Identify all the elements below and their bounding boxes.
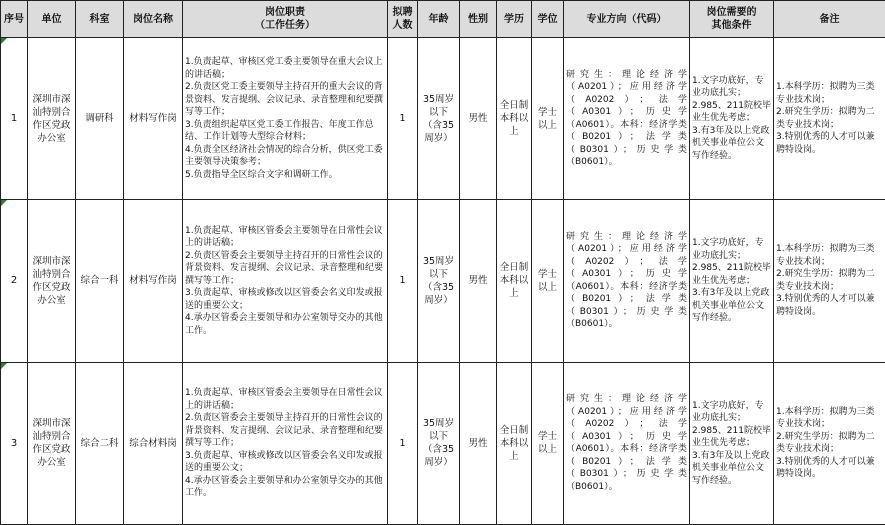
row-position: 综合材料岗: [124, 362, 183, 524]
row-remarks: [774, 38, 885, 200]
row-seq: 1: [10, 113, 18, 125]
remark-item: 1.本科学历：拟聘为三类专业技术岗；: [776, 244, 875, 267]
duty-item: 2.负责区管委会主要领导主持召开的日常性会议的背景资料、发言提纲、会议记录、录音整理和纪要撰写等工作；: [185, 413, 384, 449]
row-unit: 深圳市深汕特别合作区党政办公室: [28, 200, 76, 362]
row-major: 研究生：理论经济学（A0201）；应用经济学（A0202）；法学（A0301）；历史学（A0601）。本科：经济学类（B0201）；法学类（B0301）；历史学类（B0601）。: [564, 38, 690, 200]
other-item: 3.有3年及以上党政机关事业单位公文写作经验。: [692, 450, 770, 486]
row-unit: 深圳市深汕特别合作区党政办公室: [28, 38, 76, 200]
remark-item: 2.研究生学历：拟聘为二类专业技术岗；: [776, 431, 875, 455]
row-seq-cell: [1, 200, 28, 362]
row-other: [690, 362, 774, 524]
header-quota: [388, 1, 418, 38]
cell-corner-marker: [1, 38, 7, 44]
row-degree: 学士以上: [532, 38, 564, 200]
row-major: 研究生：理论经济学（A0201）；应用经济学（A0202）；法学（A0301）；历史学（A0601）。本科：经济学类（B0201）；法学类（B0301）；历史学类（B0601）。: [564, 200, 690, 362]
other-item: 2.985、211院校毕业生优先考虑；: [692, 425, 771, 449]
header-major: 专业方向（代码）: [564, 1, 690, 38]
row-duties: [183, 362, 388, 524]
other-item: 2.985、211院校毕业生优先考虑；: [692, 100, 771, 124]
row-dept: 综合二科: [76, 362, 124, 524]
duty-item: 3.负责组织起草区党工委工作报告、年度工作总结、工作计划等大型综合材料；: [185, 119, 374, 143]
row-other: [690, 38, 774, 200]
header-duties-line1: 岗位职责: [265, 7, 305, 18]
duty-item: 1.负责起草、审核区管委会主要领导在日常性会议上的讲话稿；: [185, 225, 383, 249]
remark-item: 1.本科学历：拟聘为三类专业技术岗；: [776, 406, 875, 430]
table-row: [1, 38, 885, 200]
row-remarks: [774, 200, 885, 362]
row-dept: 综合一科: [76, 200, 124, 362]
header-quota-line2: 人数: [392, 20, 413, 31]
other-item: 2.985、211院校毕业生优先考虑；: [692, 263, 771, 286]
header-duties-line2: （工作任务）: [255, 20, 315, 31]
row-duties: [183, 38, 388, 200]
row-degree: 学士以上: [532, 362, 564, 524]
header-dept: 科室: [76, 1, 124, 38]
header-gender: 性别: [460, 1, 497, 38]
row-education: 全日制本科以上: [497, 362, 532, 524]
row-dept: 调研科: [76, 38, 124, 200]
remark-item: 3.特别优秀的人才可以兼聘特设岗。: [776, 132, 875, 155]
other-item: 1.文字功底好，专业功底扎实；: [692, 75, 764, 99]
other-item: 3.有3年及以上党政机关事业单位公文写作经验。: [692, 125, 770, 161]
duty-item: 1.负责起草、审核区党工委主要领导在重大会议上的讲话稿；: [185, 57, 383, 80]
header-degree: 学位: [532, 1, 564, 38]
remark-item: 2.研究生学历：拟聘为二类专业技术岗；: [776, 269, 875, 292]
remark-item: 3.特别优秀的人才可以兼聘特设岗。: [776, 294, 875, 317]
row-gender: 男性: [460, 38, 497, 200]
header-remarks: 备注: [774, 1, 885, 38]
row-age: 35周岁以下（含35周岁）: [418, 362, 460, 524]
row-quota: 1: [388, 200, 418, 362]
header-seq: 序号: [1, 1, 28, 38]
row-degree: 学士以上: [532, 200, 564, 362]
table-row: [1, 362, 885, 524]
header-education: 学历: [497, 1, 532, 38]
other-item: 1.文字功底好，专业功底扎实；: [692, 400, 764, 424]
header-other: [690, 1, 774, 38]
cell-corner-marker: [1, 363, 7, 369]
duty-item: 4.负责全区经济社会情况的综合分析，供区党工委主要领导决策参考；: [185, 144, 383, 168]
row-seq-cell: [1, 362, 28, 524]
row-duties: [183, 200, 388, 362]
header-other-line2: 其他条件: [711, 20, 752, 31]
duty-item: 1.负责起草、审核区管委会主要领导在日常性会议上的讲话稿；: [185, 388, 383, 411]
row-remarks: [774, 362, 885, 524]
header-duties: [183, 1, 388, 38]
table-row: [1, 200, 885, 362]
header-row: [1, 1, 885, 38]
cell-corner-marker: [1, 200, 7, 206]
row-position: 材料写作岗: [124, 38, 183, 200]
duty-item: 3.负责起草、审核或修改以区管委会名义印发或报送的重要公文；: [185, 450, 383, 474]
duty-item: 2.负责区党工委主要领导主持召开的重大会议的背景资料、发言提纲、会议记录、录音整理和纪要撰写等工作；: [185, 82, 384, 118]
header-unit: 单位: [28, 1, 76, 38]
remark-item: 1.本科学历：拟聘为三类专业技术岗；: [776, 82, 875, 105]
remark-item: 2.研究生学历：拟聘为二类专业技术岗；: [776, 107, 875, 130]
other-item: 3.有3年及以上党政机关事业单位公文写作经验。: [692, 288, 770, 324]
row-age: 35周岁以下（含35周岁）: [418, 38, 460, 200]
row-age: 35周岁以下（含35周岁）: [418, 200, 460, 362]
row-position: 材料写作岗: [124, 200, 183, 362]
row-education: 全日制本科以上: [497, 38, 532, 200]
duty-item: 4.承办区管委会主要领导和办公室领导交办的其他工作。: [185, 475, 383, 499]
row-seq: 2: [10, 275, 18, 287]
header-age: 年龄: [418, 1, 460, 38]
row-major: 研究生：理论经济学（A0201）；应用经济学（A0202）；法学（A0301）；历史学（A0601）。本科：经济学类（B0201）；法学类（B0301）；历史学类（B0601）。: [564, 362, 690, 524]
row-seq-cell: [1, 38, 28, 200]
row-gender: 男性: [460, 200, 497, 362]
duty-item: 3.负责起草、审核或修改以区管委会名义印发或报送的重要公文；: [185, 288, 383, 311]
header-position: 岗位名称: [124, 1, 183, 38]
row-gender: 男性: [460, 362, 497, 524]
header-other-line1: 岗位需要的: [706, 7, 757, 18]
duty-item: 5.负责指导全区综合文字和调研工作。: [185, 169, 338, 180]
header-quota-line1: 拟聘: [392, 7, 413, 18]
row-other: [690, 200, 774, 362]
row-seq: 3: [10, 437, 18, 449]
row-education: 全日制本科以上: [497, 200, 532, 362]
row-quota: 1: [388, 38, 418, 200]
remark-item: 3.特别优秀的人才可以兼聘特设岗。: [776, 456, 875, 480]
duty-item: 2.负责区管委会主要领导主持召开的日常性会议的背景资料、发言提纲、会议记录、录音整理和纪要撰写等工作；: [185, 250, 384, 286]
other-item: 1.文字功底好，专业功底扎实；: [692, 238, 764, 261]
row-unit: 深圳市深汕特别合作区党政办公室: [28, 362, 76, 524]
duty-item: 4.承办区管委会主要领导和办公室领导交办的其他工作。: [185, 313, 383, 336]
row-quota: 1: [388, 362, 418, 524]
